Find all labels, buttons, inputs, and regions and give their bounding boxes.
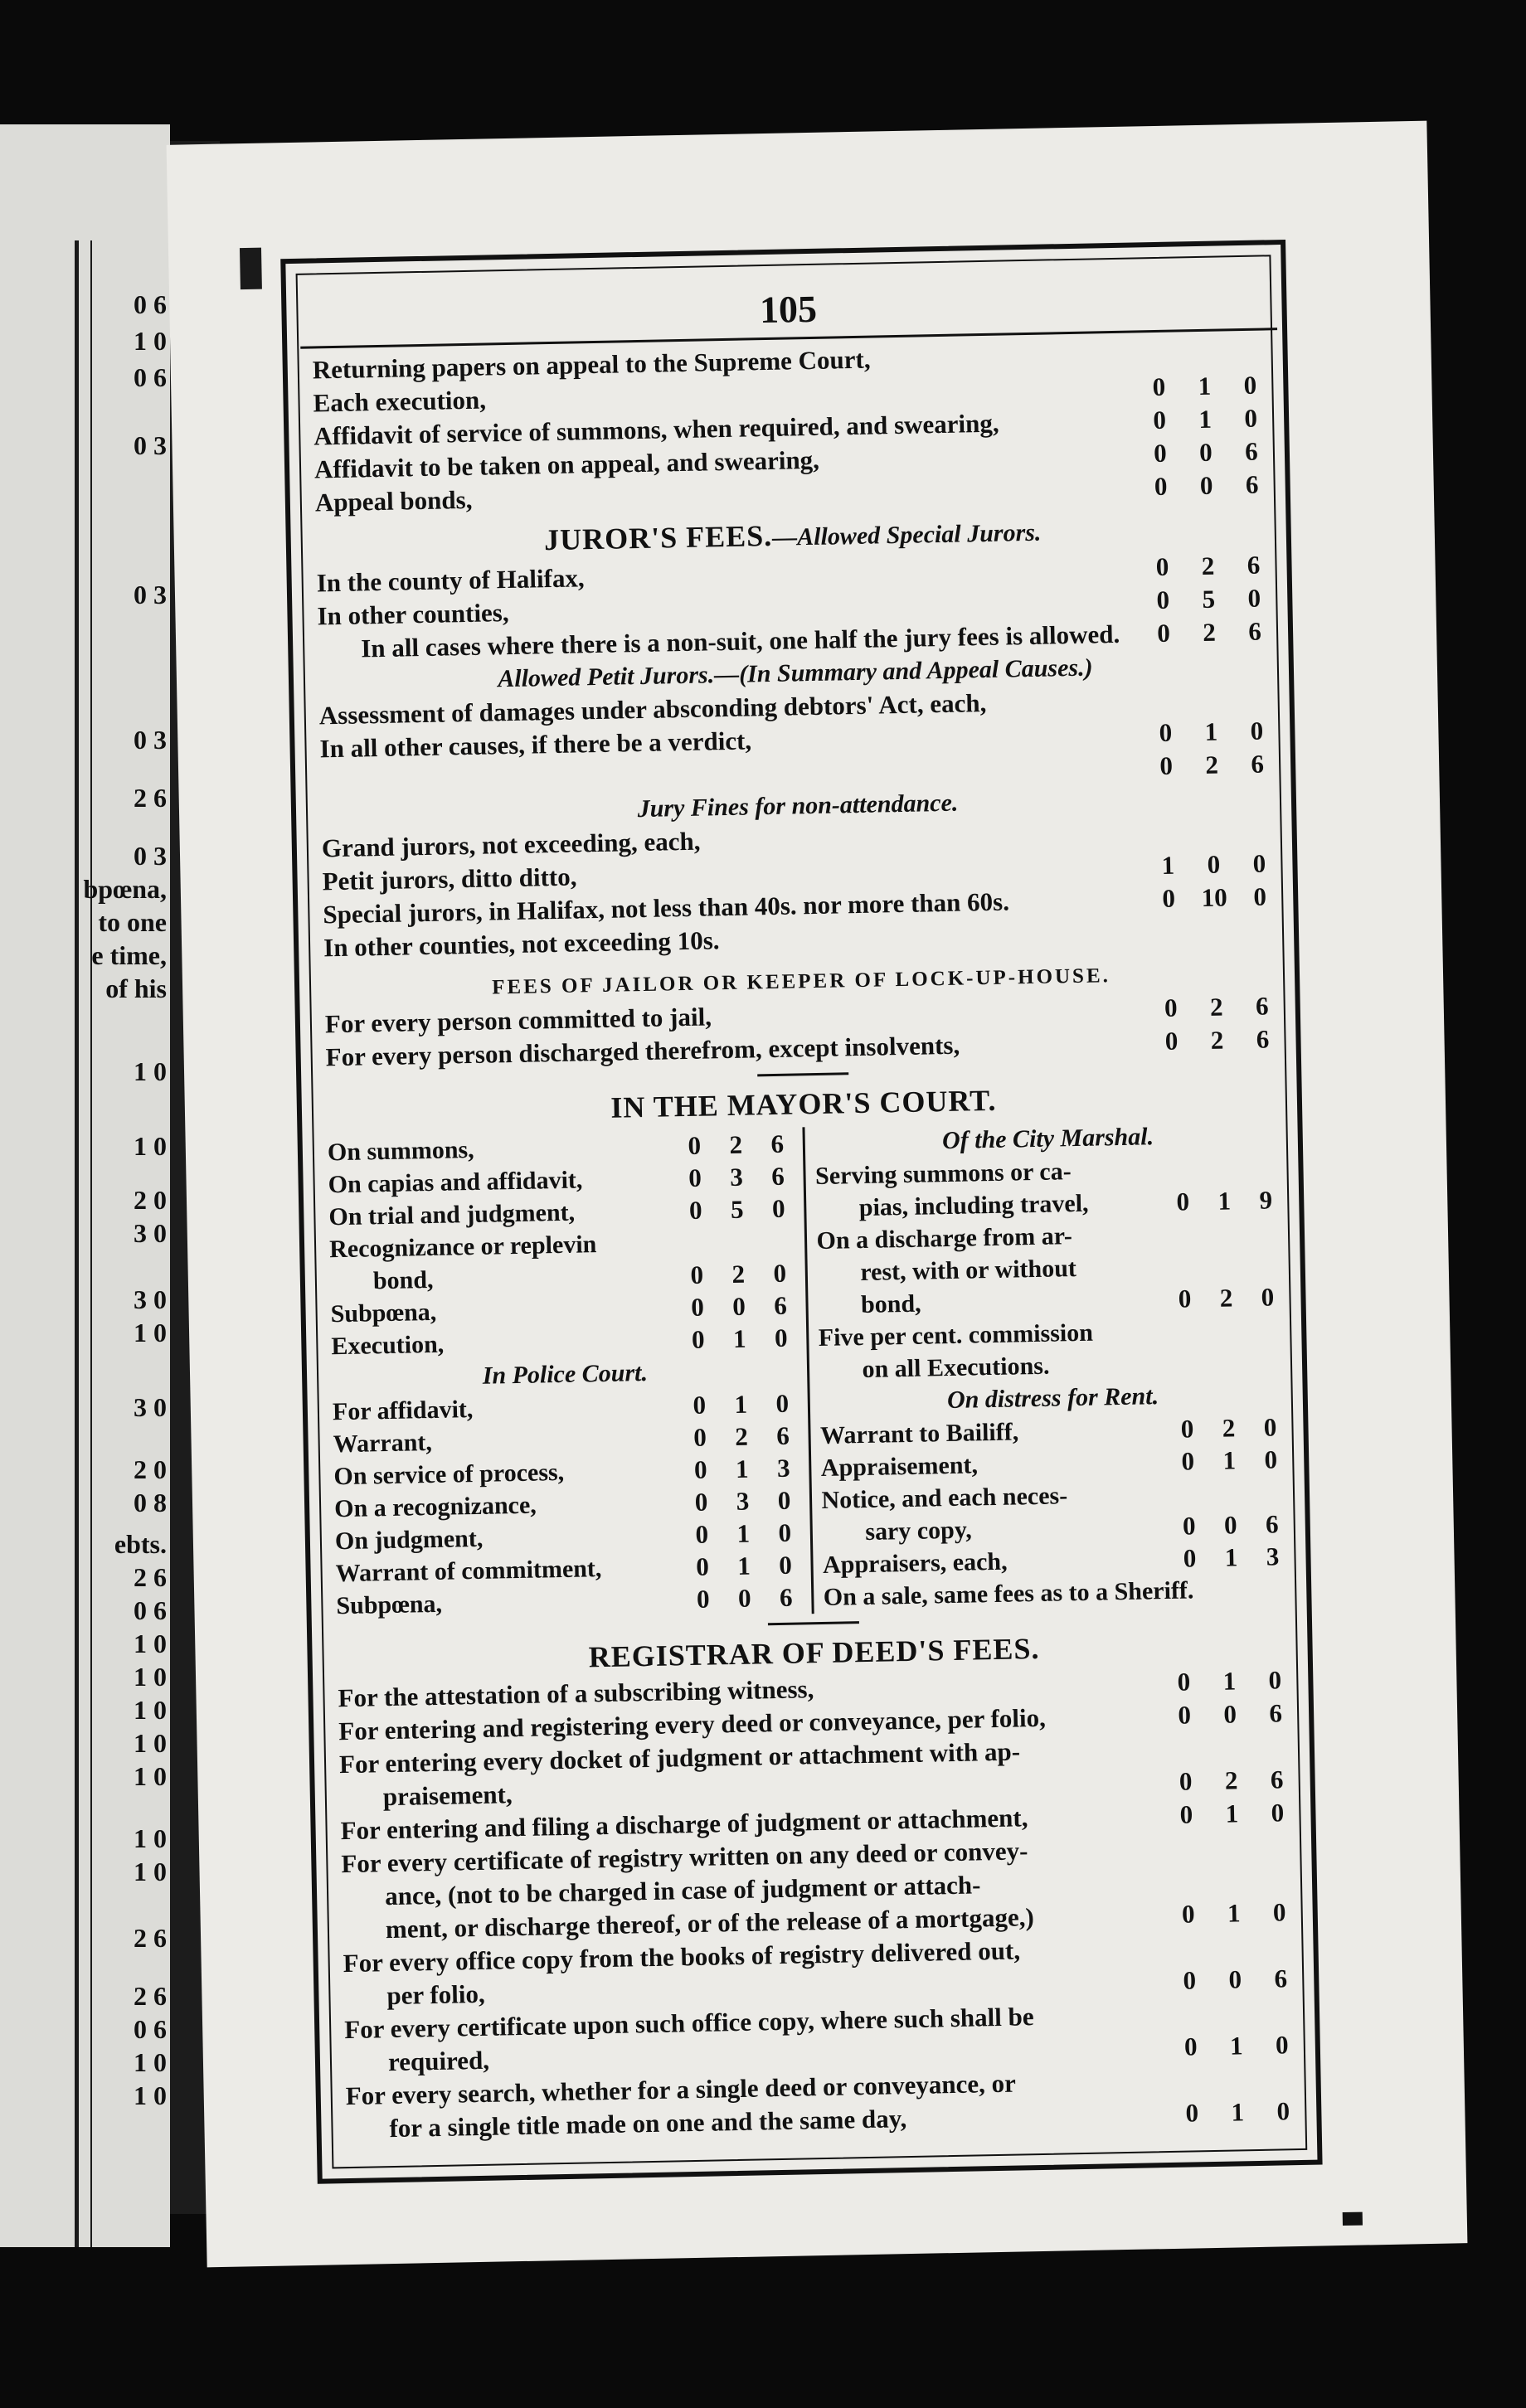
city-marshal-fee-entry-text: bond, [860, 1289, 921, 1319]
petit-juror-fee-entry-text: In all other causes, if there be a verdict, [319, 726, 752, 764]
mayors-court-right-column [802, 1118, 1290, 1614]
police-court-fee-entry-amount [684, 1483, 801, 1518]
registrar-fee-entry-amount [1173, 1962, 1298, 1998]
page-number: 105 [759, 287, 818, 332]
petit-juror-fee-amount-pence: 0 [1250, 716, 1264, 745]
petit-jurors-heading: Allowed Petit Jurors.—(In Summary and Appeal Causes.) [498, 653, 1093, 693]
appeal-fee-entry-text: Affidavit of service of summons, when required, and swearing, [313, 408, 999, 451]
mayors-court-fee-entry-text: Execution, [331, 1330, 445, 1361]
city-marshal-heading: Of the City Marshal. [941, 1123, 1154, 1155]
police-court-fee-entry-amount [683, 1386, 799, 1421]
city-marshal-fee-amount-pounds: 0 [1176, 1187, 1190, 1216]
registrar-fee-amount-pence: 0 [1275, 2030, 1289, 2060]
distress-rent-fee-amount-shillings: 1 [1224, 1542, 1238, 1572]
distress-rent-fee-amount-pence: 3 [1266, 1541, 1280, 1571]
police-court-fee-amount-shillings: 3 [736, 1486, 750, 1516]
distress-rent-fees-list [820, 1410, 1290, 1614]
left-page-line: 1 0 [134, 1131, 167, 1161]
mayors-court-fee-entry-amount [678, 1160, 795, 1195]
distress-rent-fee-entry-amount [1170, 1410, 1287, 1445]
registrar-fee-amount-pounds: 0 [1178, 1700, 1192, 1730]
jailor-fee-entry-amount [1154, 989, 1279, 1025]
police-court-fee-entry-text: For affidavit, [332, 1396, 474, 1426]
distress-rent-fee-amount-pounds: 0 [1182, 1511, 1196, 1541]
registrar-fee-amount-pence: 0 [1271, 1798, 1285, 1828]
page-content [311, 276, 1300, 2146]
jailor-fee-entry-text: For every person committed to jail, [324, 1002, 712, 1039]
jailor-fee-entry-amount [1154, 1022, 1280, 1058]
registrar-fee-entry-text: required, [387, 2045, 490, 2077]
police-court-fee-amount-pence: 0 [778, 1550, 793, 1580]
police-court-fee-amount-shillings: 1 [734, 1389, 748, 1419]
mayors-court-fee-amount-pence: 0 [771, 1193, 785, 1224]
special-juror-fee-amount-pence: 6 [1247, 616, 1262, 646]
registrar-fee-entry-amount [1169, 1796, 1295, 1832]
jailor-fee-amount-pence: 6 [1256, 1024, 1270, 1054]
appeal-fee-amount-shillings: 1 [1198, 371, 1212, 401]
distress-rent-fee-entry-text: Appraisement, [820, 1451, 979, 1482]
mayors-court-fees-list [328, 1128, 799, 1363]
distress-rent-fee-amount-pence: 0 [1264, 1444, 1278, 1474]
appeal-fee-amount-pence: 6 [1245, 469, 1259, 499]
mayors-court-fee-amount-pounds: 0 [688, 1130, 702, 1160]
left-page-line: to one [98, 907, 167, 937]
left-page-line: bpœna, [83, 874, 167, 904]
left-page-line: 2 6 [134, 1981, 167, 2011]
distress-rent-fee-amount-pence: 0 [1263, 1412, 1277, 1442]
appeal-fee-amount-pounds: 0 [1153, 405, 1167, 435]
police-court-fee-amount-shillings: 2 [735, 1421, 749, 1451]
mayors-court-fee-amount-pounds: 0 [688, 1195, 702, 1225]
registrar-fee-entry-text: praisement, [382, 1779, 513, 1812]
left-page-line: 1 0 [134, 1857, 167, 1886]
registrar-fee-entry-text: For entering and filing a discharge of judgment or attachment, [340, 1803, 1028, 1846]
registrar-fees-heading: REGISTRAR OF DEED'S FEES. [588, 1631, 1040, 1674]
mayors-court-fee-amount-shillings: 0 [731, 1291, 746, 1321]
appeal-fees-list [312, 335, 1269, 519]
city-marshal-fee-entry-text: rest, with or without [860, 1255, 1077, 1287]
special-juror-fee-entry-amount [1146, 581, 1271, 617]
left-page-line: 1 0 [134, 2080, 167, 2110]
left-page-line: 0 6 [134, 362, 167, 392]
left-page-line: 2 6 [134, 1562, 167, 1592]
left-page-line: 0 6 [134, 1595, 167, 1625]
jury-fine-entry-text: Special jurors, in Halifax, not less than 40s. nor more than 60s. [323, 886, 1010, 930]
city-marshal-fee-entry-text: Five per cent. commission [818, 1318, 1094, 1352]
city-marshal-fee-entry-text: On a discharge from ar- [816, 1222, 1073, 1255]
mayors-court-fee-amount-shillings: 3 [730, 1162, 744, 1192]
appeal-fee-amount-shillings: 1 [1198, 404, 1213, 434]
jury-fine-amount-shillings: 10 [1201, 882, 1228, 913]
appeal-fee-amount-pounds: 0 [1152, 371, 1166, 402]
appeal-fee-entry-amount [1142, 368, 1267, 404]
mayors-court-heading: IN THE MAYOR'S COURT. [610, 1083, 997, 1124]
appeal-fee-amount-pence: 0 [1243, 370, 1257, 400]
distress-rent-fee-entry-text: On a sale, same fees as to a Sheriff. [823, 1576, 1194, 1611]
jailor-fee-amount-pounds: 0 [1164, 1026, 1179, 1056]
police-court-fee-amount-pounds: 0 [693, 1390, 707, 1420]
registrar-fee-entry-text: For entering and registering every deed or conveyance, per folio, [338, 1702, 1047, 1746]
left-page-line: 1 0 [134, 326, 167, 356]
jury-fine-amount-pounds: 0 [1162, 883, 1176, 913]
registrar-fee-amount-shillings: 1 [1229, 2031, 1243, 2061]
mayors-court-fee-entry-amount [678, 1128, 795, 1163]
police-court-fee-entry-amount [685, 1516, 802, 1551]
special-juror-fee-entry-amount [1147, 614, 1272, 650]
police-court-fee-entry-text: On a recognizance, [333, 1491, 537, 1523]
appeal-fee-entry-text: Each execution, [313, 385, 487, 418]
distress-rent-fee-amount-pounds: 0 [1183, 1543, 1197, 1573]
registrar-fee-entry-amount [1168, 1697, 1293, 1732]
jury-fine-entry-amount [1152, 880, 1277, 915]
city-marshal-fee-amount-pence: 0 [1261, 1282, 1275, 1312]
petit-extra-amount [1149, 747, 1275, 783]
mayors-court-fee-amount-shillings: 1 [732, 1323, 746, 1353]
section-divider [757, 1072, 848, 1076]
special-juror-fee-amount-pence: 6 [1247, 550, 1261, 580]
distress-rent-fee-entry-text: Warrant to Bailiff, [819, 1418, 1019, 1449]
police-court-fee-entry-text: Subpœna, [336, 1590, 443, 1620]
registrar-fee-entry-text: ance, (not to be charged in case of judgment or attach- [384, 1870, 981, 1911]
mayors-court-fee-entry-text: On trial and judgment, [328, 1198, 576, 1231]
distress-rent-fee-entry-text: Appraisers, each, [822, 1547, 1008, 1579]
registrar-fee-entry-amount [1169, 1763, 1294, 1799]
appeal-fee-amount-pounds: 0 [1153, 438, 1168, 468]
police-court-fees-list [333, 1386, 804, 1622]
distress-rent-fee-entry-amount [1172, 1507, 1289, 1542]
distress-rent-fee-entry-text: sary copy, [865, 1516, 972, 1546]
city-marshal-fee-entry-text: Serving summons or ca- [814, 1158, 1072, 1191]
corner-mark [1343, 2212, 1363, 2226]
page-frame [280, 240, 1322, 2184]
city-marshal-fees-list [815, 1151, 1286, 1386]
police-court-fee-amount-pence: 0 [777, 1485, 791, 1515]
appeal-fee-amount-shillings: 0 [1198, 437, 1213, 467]
police-court-fee-entry-text: Warrant, [333, 1428, 433, 1459]
distress-rent-heading: On distress for Rent. [946, 1382, 1159, 1415]
mayors-court-fee-amount-pence: 6 [773, 1290, 788, 1321]
mayors-court-fee-amount-shillings: 2 [729, 1129, 743, 1160]
jailor-fee-amount-pence: 6 [1255, 991, 1269, 1021]
special-juror-fee-entry-text: In all cases where there is a non-suit, one half the jury fees is allowed. [360, 619, 1120, 663]
section-divider-2 [768, 1621, 859, 1625]
city-marshal-fee-amount-pounds: 0 [1178, 1284, 1192, 1313]
jury-fine-entry-text: Grand jurors, not exceeding, each, [321, 826, 701, 863]
left-page-line: 3 0 [134, 1392, 167, 1422]
police-court-fee-amount-pounds: 0 [693, 1422, 707, 1452]
mayors-court-fee-entry-amount [681, 1321, 798, 1356]
appeal-fee-entry-amount [1143, 401, 1268, 437]
registrar-fee-amount-pounds: 0 [1179, 1766, 1193, 1796]
distress-rent-fee-amount-pence: 6 [1265, 1509, 1279, 1539]
police-court-heading: In Police Court. [482, 1358, 649, 1390]
appeal-fee-amount-pence: 6 [1244, 436, 1258, 466]
mayors-court-fee-amount-pounds: 0 [691, 1324, 705, 1354]
registrar-fee-entry-text: For every search, whether for a single deed or conveyance, or [345, 2068, 1017, 2111]
special-juror-fee-amount-shillings: 2 [1202, 617, 1217, 647]
mayors-court-fee-entry-text: Recognizance or replevin [328, 1231, 597, 1264]
mayors-court-fee-amount-pence: 0 [773, 1258, 787, 1289]
registrar-fee-amount-shillings: 0 [1223, 1699, 1237, 1729]
mayors-court-fee-amount-pounds: 0 [690, 1260, 704, 1289]
registrar-fee-amount-shillings: 0 [1228, 1964, 1242, 1994]
left-page-border [75, 240, 92, 2247]
registrar-fee-amount-shillings: 1 [1231, 2097, 1245, 2127]
registrar-fee-entry-text: For the attestation of a subscribing witness, [338, 1674, 814, 1713]
registrar-fee-amount-pounds: 0 [1183, 2032, 1198, 2061]
left-page-line: 3 0 [134, 1218, 167, 1248]
jury-fine-amount-pence: 0 [1252, 848, 1266, 878]
left-page-line: 1 0 [134, 1056, 167, 1086]
mayors-court-fee-entry-text: On summons, [327, 1135, 474, 1167]
registrar-fee-entry-amount [1167, 1663, 1292, 1699]
appeal-fee-amount-pence: 0 [1244, 403, 1258, 433]
registrar-fee-entry-text: For every office copy from the books of registry delivered out, [343, 1935, 1021, 1978]
petit-juror-fee-amount-shillings: 1 [1204, 716, 1218, 746]
special-juror-fee-amount-pounds: 0 [1157, 618, 1171, 648]
mayors-court-fee-entry-text: On capias and affidavit, [328, 1166, 583, 1199]
police-court-fee-entry-text: On service of process, [333, 1458, 565, 1491]
left-page-fragment [0, 124, 170, 2247]
city-marshal-fee-entry-text: pias, including travel, [858, 1189, 1089, 1222]
registrar-fee-entry-text: For entering every docket of judgment or attachment with ap- [338, 1736, 1021, 1779]
appeal-fee-entry-text: Affidavit to be taken on appeal, and swearing, [313, 444, 820, 484]
mayors-court-fee-amount-pence: 6 [770, 1129, 785, 1159]
police-court-fee-amount-pence: 0 [778, 1517, 792, 1547]
police-court-fee-amount-pounds: 0 [696, 1584, 710, 1614]
mayors-court-fee-amount-pence: 0 [774, 1323, 788, 1353]
jurors-fees-subtitle: —Allowed Special Jurors. [771, 518, 1042, 551]
mayors-court-fee-entry-amount [678, 1192, 795, 1227]
city-marshal-fee-entry-text: on all Executions. [862, 1352, 1050, 1383]
city-marshal-fee-amount-shillings: 2 [1219, 1283, 1233, 1313]
city-marshal-fee-entry-amount [1166, 1183, 1283, 1218]
police-court-fee-amount-pence: 0 [775, 1388, 790, 1418]
appeal-fee-amount-pounds: 0 [1154, 471, 1168, 502]
special-jurors-list [316, 548, 1271, 666]
left-page-line: ebts. [114, 1529, 167, 1559]
police-court-fee-amount-shillings: 1 [736, 1518, 751, 1548]
mayors-court-fee-amount-shillings: 2 [731, 1259, 746, 1289]
mayors-court-fee-entry-amount [681, 1289, 798, 1323]
left-page-line: e time, [91, 940, 167, 970]
left-page-line: 1 0 [134, 1823, 167, 1853]
police-court-fee-entry-amount [686, 1548, 803, 1583]
police-court-fee-amount-pence: 6 [779, 1582, 793, 1612]
left-page-line: 0 3 [134, 430, 167, 460]
registrar-fee-entry-text: for a single title made on one and the same day, [389, 2104, 907, 2143]
jury-fine-amount-pounds: 1 [1161, 850, 1175, 880]
city-marshal-fee-entry-amount [1168, 1280, 1285, 1315]
special-juror-fee-amount-pence: 0 [1247, 583, 1261, 613]
petit-juror-fee-entry-text: Assessment of damages under absconding debtors' Act, each, [318, 687, 987, 731]
distress-rent-fee-amount-pounds: 0 [1181, 1446, 1195, 1476]
left-page-line: 2 6 [134, 1923, 167, 1953]
left-page-line: 0 6 [134, 289, 167, 319]
police-court-fee-amount-shillings: 1 [737, 1551, 751, 1580]
petit-juror-fee-entry-amount [1149, 714, 1274, 750]
police-court-fee-amount-shillings: 1 [735, 1454, 749, 1483]
left-page-line: 2 0 [134, 1454, 167, 1484]
left-page-line: 2 6 [134, 783, 167, 813]
mayors-court-columns [328, 1118, 1290, 1623]
left-page-line: 0 3 [134, 580, 167, 609]
appeal-fee-amount-shillings: 0 [1199, 470, 1213, 500]
jury-fine-amount-pence: 0 [1253, 881, 1267, 911]
registrar-fees-list [338, 1663, 1300, 2146]
left-page-line: 2 0 [134, 1185, 167, 1215]
mayors-court-fee-amount-pounds: 0 [691, 1292, 705, 1322]
registrar-fee-amount-shillings: 1 [1227, 1898, 1241, 1928]
registrar-fee-amount-shillings: 2 [1224, 1765, 1238, 1795]
registrar-fee-amount-pounds: 0 [1183, 1965, 1197, 1995]
main-page [167, 121, 1468, 2268]
police-court-fee-entry-amount [683, 1451, 800, 1486]
appeal-fee-entry-amount [1144, 435, 1269, 470]
distress-rent-fee-entry-amount [1171, 1443, 1288, 1478]
mayors-court-fee-amount-pence: 6 [770, 1161, 785, 1192]
jailor-fees-heading: FEES OF JAILOR OR KEEPER OF LOCK-UP-HOUSE. [492, 964, 1111, 999]
special-juror-fee-amount-pounds: 0 [1156, 585, 1170, 615]
registrar-fee-entry-amount [1174, 2028, 1299, 2064]
petit-juror-fee-amount-pounds: 0 [1159, 717, 1173, 747]
appeal-fee-entry-amount [1144, 468, 1269, 503]
jury-fine-amount-shillings: 0 [1207, 849, 1221, 879]
jailor-fee-amount-pounds: 0 [1164, 993, 1178, 1022]
mayors-court-fee-entry-text: Subpœna, [330, 1298, 437, 1328]
registrar-fee-amount-pence: 0 [1276, 2096, 1290, 2126]
petit-extra-pence: 6 [1251, 749, 1265, 779]
jailor-fee-amount-shillings: 2 [1210, 1025, 1224, 1055]
police-court-fee-amount-pounds: 0 [693, 1454, 707, 1484]
registrar-fee-amount-pence: 0 [1272, 1897, 1286, 1927]
registrar-fee-amount-pounds: 0 [1181, 1899, 1195, 1929]
registrar-fee-entry-amount [1175, 2095, 1300, 2130]
jury-fine-entry-text: Petit jurors, ditto ditto, [322, 862, 577, 896]
jury-fine-entry-text: In other counties, not exceeding 10s. [323, 925, 720, 963]
jailor-fee-entry-text: For every person discharged therefrom, except insolvents, [325, 1030, 960, 1072]
left-page-line: 1 0 [134, 1761, 167, 1791]
special-juror-fee-entry-text: In other counties, [317, 598, 509, 631]
registrar-fee-entry-text: per folio, [386, 1978, 486, 2011]
left-page-line: 1 0 [134, 1629, 167, 1658]
petit-extra-shillings: 2 [1205, 750, 1219, 779]
registrar-fee-amount-pounds: 0 [1177, 1667, 1191, 1697]
special-juror-fee-entry-text: In the county of Halifax, [316, 563, 585, 598]
registrar-fee-amount-pence: 6 [1270, 1765, 1284, 1794]
mayors-court-fee-amount-pounds: 0 [688, 1163, 702, 1192]
left-page-line: 0 8 [134, 1488, 167, 1517]
mayors-court-fee-amount-shillings: 5 [730, 1194, 744, 1224]
jailor-fee-amount-shillings: 2 [1209, 992, 1223, 1022]
city-marshal-fee-amount-shillings: 1 [1217, 1186, 1232, 1216]
police-court-fee-amount-pence: 3 [776, 1453, 790, 1483]
registrar-fee-entry-amount [1171, 1896, 1296, 1931]
registrar-fee-amount-pence: 6 [1269, 1698, 1283, 1728]
registrar-fee-entry-text: ment, or discharge thereof, or of the release of a mortgage,) [385, 1902, 1035, 1944]
police-court-fee-entry-amount [686, 1580, 803, 1615]
jury-fine-entry-amount [1151, 847, 1276, 882]
left-page-line: 1 0 [134, 1728, 167, 1758]
left-page-line: 0 3 [134, 841, 167, 871]
binding-mark [240, 248, 262, 289]
left-page-line: 1 0 [134, 1695, 167, 1725]
mayors-court-left-column [328, 1127, 812, 1623]
appeal-fee-entry-text: Appeal bonds, [314, 484, 473, 517]
police-court-fee-amount-pounds: 0 [694, 1487, 708, 1517]
special-juror-fee-entry-amount [1145, 548, 1271, 584]
registrar-fee-amount-pence: 6 [1274, 1964, 1288, 1993]
police-court-fee-amount-pounds: 0 [696, 1551, 710, 1581]
left-page-line: 0 6 [134, 2014, 167, 2044]
registrar-fee-amount-shillings: 1 [1222, 1666, 1237, 1696]
registrar-fee-amount-shillings: 1 [1225, 1799, 1239, 1828]
registrar-fee-amount-pounds: 0 [1185, 2098, 1199, 2128]
police-court-fee-amount-shillings: 0 [737, 1583, 751, 1613]
jury-fines-list [322, 813, 1278, 964]
jurors-fees-title: JUROR'S FEES. [543, 518, 773, 557]
registrar-fee-amount-pounds: 0 [1179, 1799, 1193, 1829]
police-court-fee-amount-pounds: 0 [695, 1519, 709, 1549]
registrar-fee-entry-text: For every certificate of registry written on any deed or convey- [341, 1836, 1028, 1879]
city-marshal-fee-amount-pence: 9 [1259, 1185, 1273, 1215]
registrar-fee-amount-pence: 0 [1268, 1665, 1282, 1695]
jury-fines-heading: Jury Fines for non-attendance. [637, 789, 959, 823]
special-juror-fee-amount-shillings: 5 [1202, 584, 1216, 614]
police-court-fee-entry-text: Warrant of commitment, [335, 1555, 602, 1588]
petit-extra-pounds: 0 [1159, 750, 1174, 780]
distress-rent-fee-amount-shillings: 2 [1222, 1413, 1236, 1443]
distress-rent-fee-entry-amount [1173, 1540, 1290, 1575]
mayors-court-fee-entry-text: bond, [372, 1265, 434, 1295]
left-page-line: 1 0 [134, 1318, 167, 1347]
appeal-fee-entry-text: Returning papers on appeal to the Supreme Court, [312, 344, 871, 385]
distress-rent-fee-amount-shillings: 0 [1223, 1510, 1237, 1540]
left-page-line: of his [105, 973, 167, 1003]
police-court-fee-entry-amount [683, 1419, 800, 1454]
left-page-line: 1 0 [134, 2047, 167, 2077]
police-court-fee-entry-text: On judgment, [334, 1524, 484, 1556]
distress-rent-fee-entry-text: Notice, and each neces- [821, 1482, 1068, 1514]
distress-rent-fee-amount-shillings: 1 [1222, 1445, 1237, 1475]
left-page-line: 3 0 [134, 1284, 167, 1314]
distress-rent-fee-amount-pounds: 0 [1180, 1414, 1194, 1444]
police-court-fee-amount-pence: 6 [776, 1420, 790, 1450]
mayors-court-fee-entry-amount [680, 1256, 797, 1291]
special-juror-fee-amount-pounds: 0 [1155, 551, 1169, 582]
left-page-line: 1 0 [134, 1662, 167, 1692]
special-juror-fee-amount-shillings: 2 [1201, 551, 1215, 580]
left-page-line: 0 3 [134, 725, 167, 755]
registrar-fee-entry-text: For every certificate upon such office copy, where such shall be [343, 2002, 1034, 2045]
